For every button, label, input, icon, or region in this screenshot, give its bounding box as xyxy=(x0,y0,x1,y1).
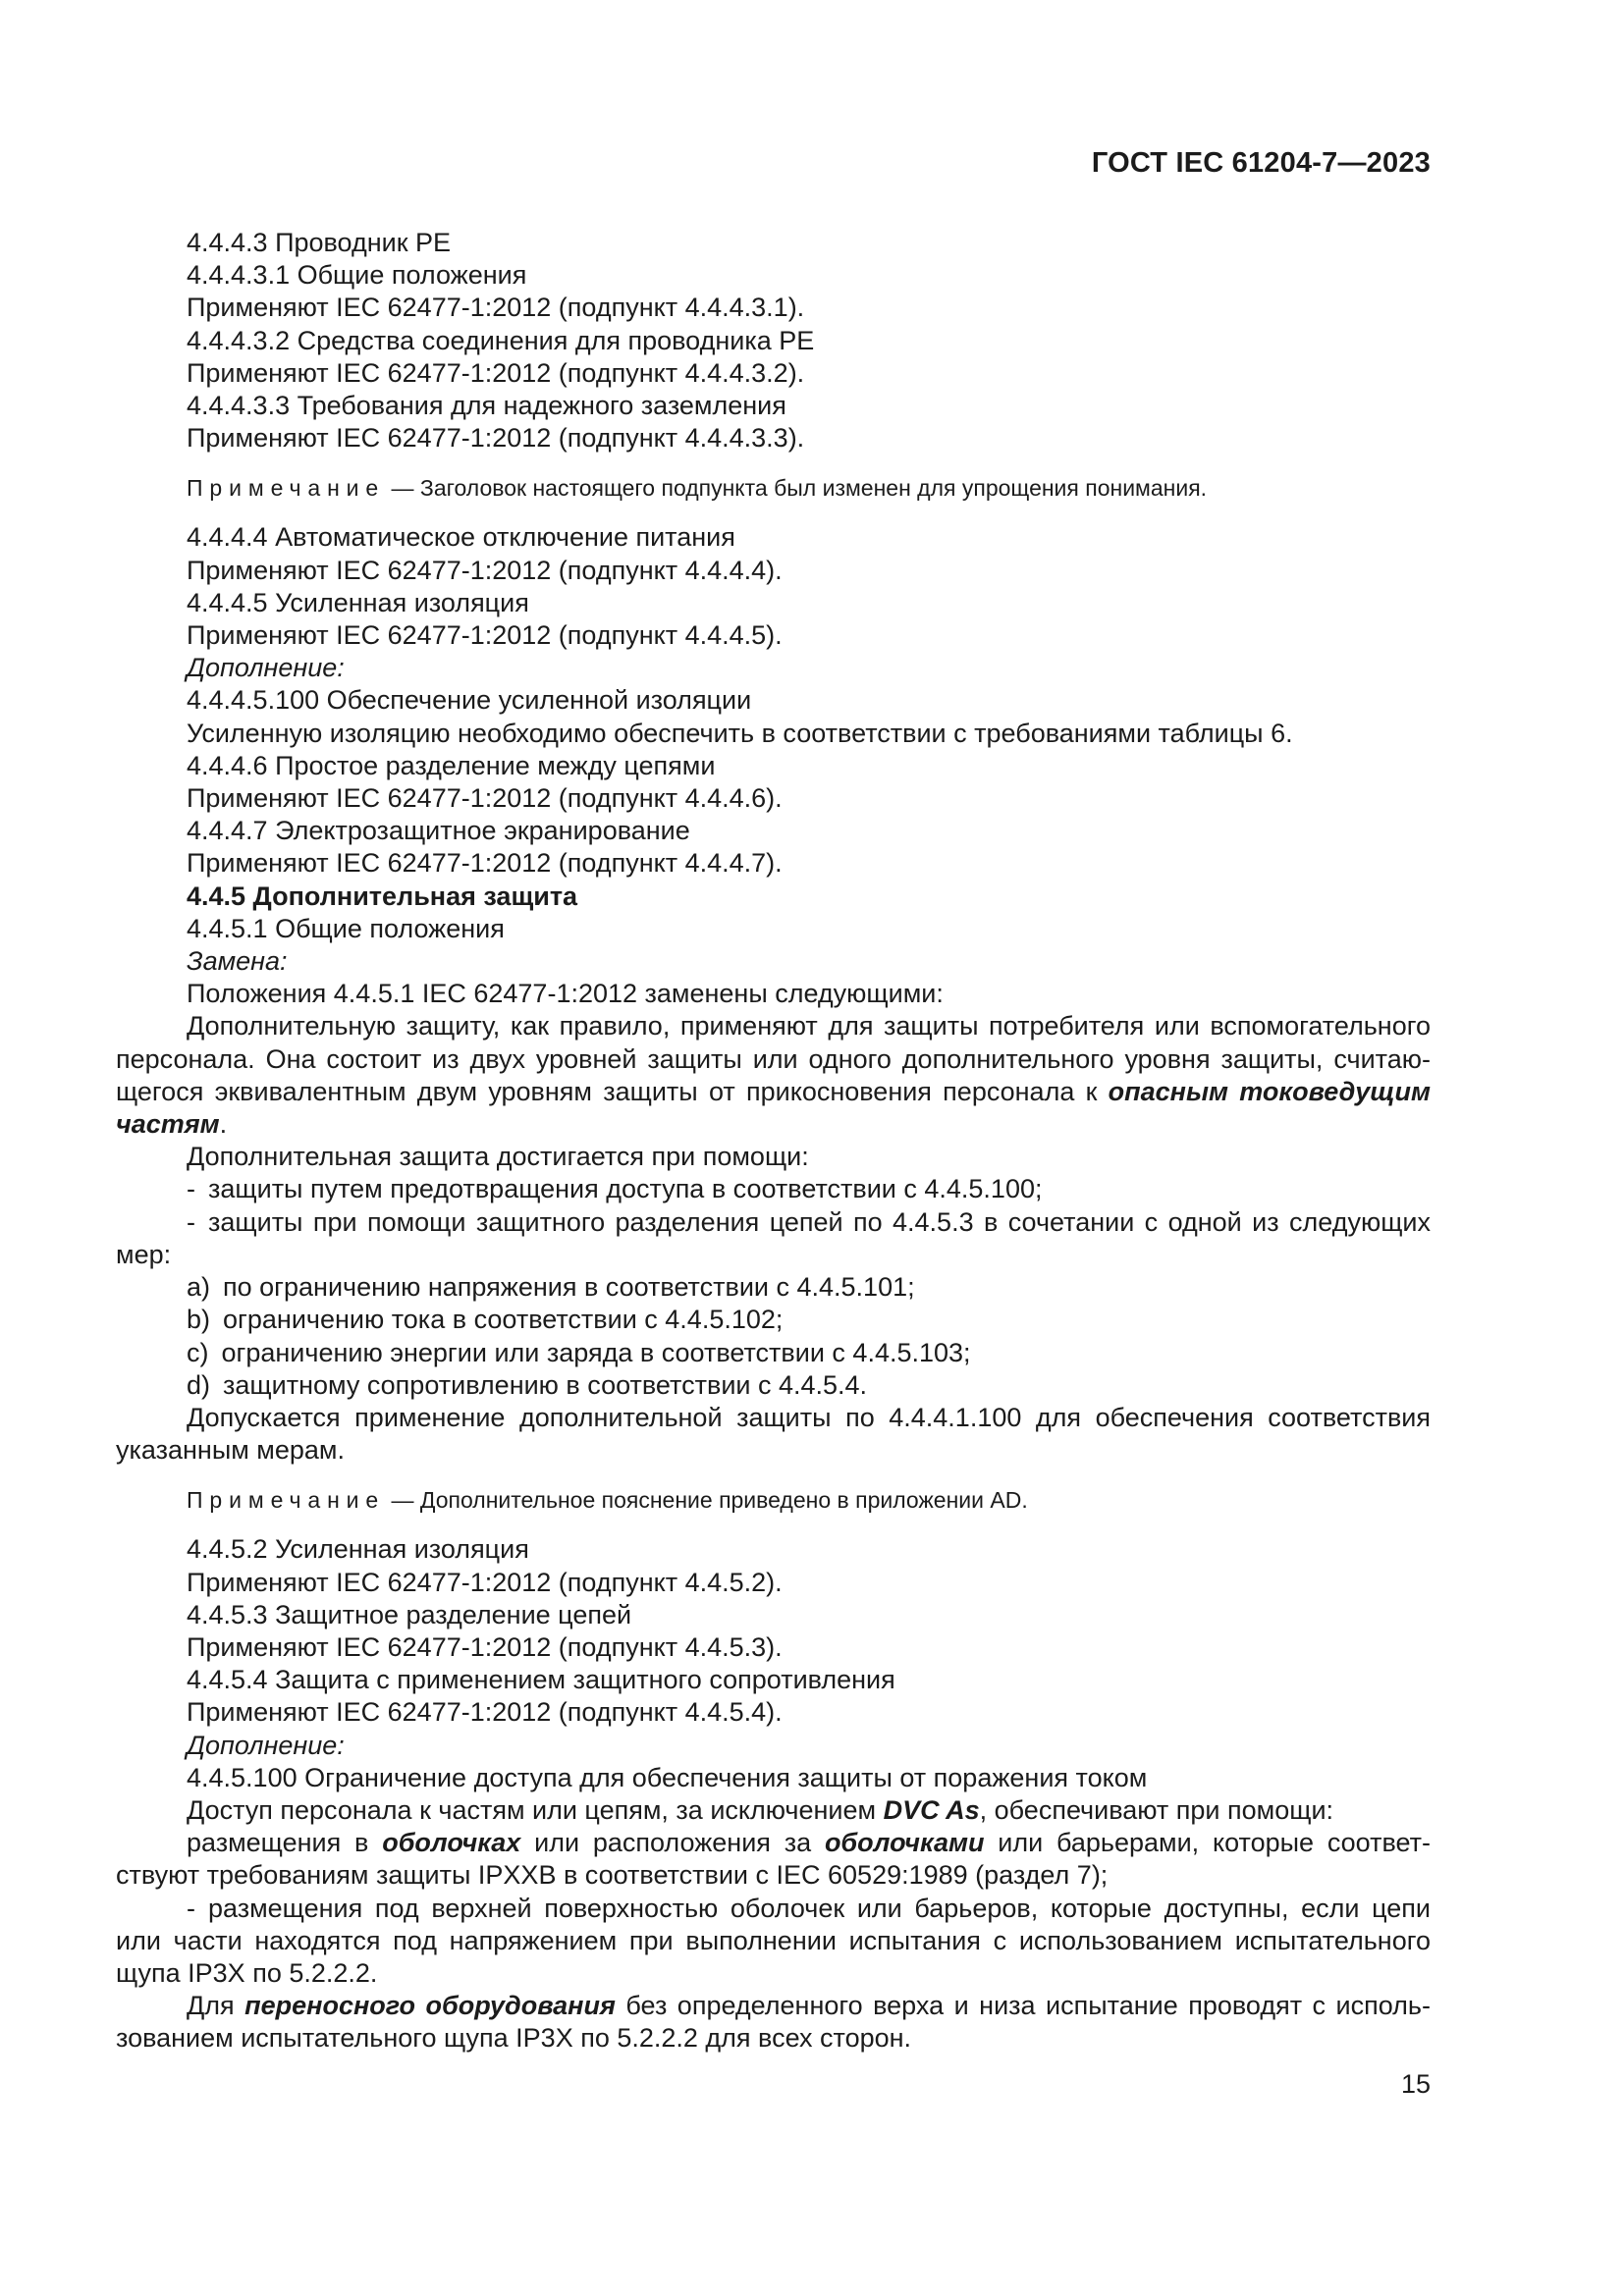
paragraph xyxy=(116,1141,1431,1173)
text-run: Положения 4.4.5.1 IEC 62477-1:2012 заменены следующими: xyxy=(187,979,944,1009)
text-run: 4.4.4.6 Простое разделение между цепями xyxy=(187,750,716,780)
paragraph xyxy=(116,390,1431,422)
paragraph xyxy=(116,325,1431,357)
note-paragraph xyxy=(116,1487,1431,1514)
text-run: Усиленную изоляцию необходимо обеспечить в соответствии с требованиями таблицы 6. xyxy=(187,718,1293,748)
paragraph xyxy=(116,1304,1431,1336)
paragraph xyxy=(116,1173,1431,1205)
paragraph xyxy=(116,1730,1431,1762)
paragraph xyxy=(116,684,1431,717)
paragraph xyxy=(116,1696,1431,1729)
paragraph xyxy=(116,881,1431,913)
text-run: оболочками xyxy=(824,1828,985,1858)
text-run: 4.4.5.3 Защитное разделение цепей xyxy=(187,1599,632,1629)
text-run: Дополнительную защиту, как правило, применяют для защиты потребителя или вспомогательного персонала. Она состоит из двух уровней защиты или одного дополнительного уровня защиты, считающегося эквивалентным двум уровням защиты от прикосновения персонала к xyxy=(116,1011,1431,1106)
text-run: d) xyxy=(187,1369,211,1400)
text-run: 4.4.4.5.100 Обеспечение усиленной изоляции xyxy=(187,685,752,716)
text-run: Доступ персонала к частям или цепям, за исключением xyxy=(187,1794,884,1825)
text-run: 4.4.5 Дополнительная защита xyxy=(187,881,578,911)
text-run: - xyxy=(187,1206,195,1237)
text-run: DVC As xyxy=(883,1794,980,1825)
text-run: оболочках xyxy=(382,1828,521,1858)
text-run: a) xyxy=(187,1272,211,1303)
paragraph xyxy=(116,1794,1431,1827)
text-run: без определенного верха и низа испытание проводят с использованием испытательного щупа IP3X по 5.2.2.2 для всех сторон. xyxy=(116,1991,1431,2054)
note-paragraph xyxy=(116,475,1431,502)
text-run: Дополнительная защита достигается при помощи: xyxy=(187,1142,809,1172)
paragraph xyxy=(116,1402,1431,1467)
text-run: опасным токоведущим частям xyxy=(116,1076,1431,1140)
paragraph xyxy=(116,1567,1431,1599)
paragraph xyxy=(116,913,1431,945)
paragraph xyxy=(116,815,1431,847)
text-run: 4.4.5.4 Защита с применением защитного сопротивления xyxy=(187,1665,895,1695)
paragraph xyxy=(116,587,1431,619)
text-run: Применяют IEC 62477-1:2012 (подпункт 4.4.5.4). xyxy=(187,1697,783,1728)
text-run: 4.4.4.3.3 Требования для надежного заземления xyxy=(187,391,786,421)
text-run: ограничению тока в соответствии с 4.4.5.102; xyxy=(223,1305,784,1335)
text-run: Применяют IEC 62477-1:2012 (подпункт 4.4.4.6). xyxy=(187,783,783,814)
paragraph xyxy=(116,1206,1431,1271)
text-run: 4.4.4.3.2 Средства соединения для проводника PE xyxy=(187,325,815,355)
paragraph xyxy=(116,1762,1431,1794)
text-run: Допускается применение дополнительной защиты по 4.4.4.1.100 для обеспечения соответствия указанным мерам. xyxy=(116,1402,1431,1466)
paragraph xyxy=(116,945,1431,978)
document-body xyxy=(116,227,1431,2056)
text-run: переносного оборудования xyxy=(244,1991,616,2021)
note-label: Примечание xyxy=(187,1487,386,1514)
text-run: - xyxy=(187,1893,195,1923)
paragraph xyxy=(116,555,1431,587)
text-run: Применяют IEC 62477-1:2012 (подпункт 4.4.5.2). xyxy=(187,1567,783,1597)
paragraph xyxy=(116,782,1431,815)
paragraph xyxy=(116,259,1431,292)
paragraph xyxy=(116,718,1431,750)
paragraph xyxy=(116,1533,1431,1566)
paragraph xyxy=(116,847,1431,880)
text-run: b) xyxy=(187,1305,211,1335)
paragraph xyxy=(116,1893,1431,1991)
text-run: — Дополнительное пояснение приведено в приложении AD. xyxy=(385,1487,1028,1514)
text-run: 4.4.5.2 Усиленная изоляция xyxy=(187,1534,529,1565)
text-run: защиты путем предотвращения доступа в соответствии с 4.4.5.100; xyxy=(208,1174,1043,1204)
text-run: Применяют IEC 62477-1:2012 (подпункт 4.4.4.3.2). xyxy=(187,357,805,388)
text-run: 4.4.5.100 Ограничение доступа для обеспечения защиты от поражения током xyxy=(187,1762,1148,1792)
text-run: - xyxy=(187,1174,195,1204)
paragraph xyxy=(116,978,1431,1010)
paragraph xyxy=(116,292,1431,324)
text-run: Для xyxy=(187,1991,245,2021)
page-number: 15 xyxy=(1400,2069,1431,2099)
text-run: Применяют IEC 62477-1:2012 (подпункт 4.4.4.5). xyxy=(187,620,783,651)
paragraph xyxy=(116,1337,1431,1369)
paragraph xyxy=(116,652,1431,684)
paragraph xyxy=(116,619,1431,652)
text-run: , обеспечивают при помощи: xyxy=(979,1794,1334,1825)
text-run: или расположения за xyxy=(520,1828,825,1858)
text-run: Применяют IEC 62477-1:2012 (подпункт 4.4.4.4). xyxy=(187,555,783,585)
paragraph xyxy=(116,227,1431,259)
text-run: Дополнение: xyxy=(187,653,345,683)
paragraph xyxy=(116,422,1431,454)
paragraph xyxy=(116,1990,1431,2055)
text-run: защитному сопротивлению в соответствии с 4.4.5.4. xyxy=(223,1369,868,1400)
text-run: Дополнение: xyxy=(187,1730,345,1760)
text-run: 4.4.4.5 Усиленная изоляция xyxy=(187,587,529,617)
text-run: Применяют IEC 62477-1:2012 (подпункт 4.4.4.3.1). xyxy=(187,293,805,323)
text-run: 4.4.4.3 Проводник PE xyxy=(187,228,452,257)
text-run: Применяют IEC 62477-1:2012 (подпункт 4.4.4.3.3). xyxy=(187,423,805,454)
text-run: или барьерами, которые соответствуют требованиям защиты IPXXB в соответствии с IEC 60529:1989 (раздел 7); xyxy=(116,1828,1431,1891)
text-run: — Заголовок настоящего подпункта был изменен для упрощения понимания. xyxy=(385,475,1208,502)
paragraph xyxy=(116,1599,1431,1631)
paragraph xyxy=(116,750,1431,782)
text-run: Применяют IEC 62477-1:2012 (подпункт 4.4.4.7). xyxy=(187,848,783,879)
text-run: 4.4.4.7 Электрозащитное экранирование xyxy=(187,816,690,846)
text-run: 4.4.4.3.1 Общие положения xyxy=(187,260,527,291)
paragraph xyxy=(116,1631,1431,1664)
text-run: 4.4.5.1 Общие положения xyxy=(187,913,505,943)
text-run: размещения в xyxy=(187,1828,383,1858)
text-run: Применяют IEC 62477-1:2012 (подпункт 4.4.5.3). xyxy=(187,1631,783,1662)
text-run: защиты при помощи защитного разделения цепей по 4.4.5.3 в сочетании с одной из следующих мер: xyxy=(116,1206,1431,1269)
paragraph xyxy=(116,1369,1431,1402)
text-run: по ограничению напряжения в соответствии с 4.4.5.101; xyxy=(223,1272,915,1303)
paragraph xyxy=(116,357,1431,390)
text-run: размещения под верхней поверхностью оболочек или барьеров, которые доступны, если цепи или части находятся под напряжением при выполнении испытания с использованием испытательного щупа IP3X по 5.2.2.2. xyxy=(116,1893,1431,1988)
paragraph xyxy=(116,1664,1431,1696)
note-label: Примечание xyxy=(187,475,386,502)
text-run: 4.4.4.4 Автоматическое отключение питания xyxy=(187,522,735,553)
paragraph xyxy=(116,1827,1431,1892)
paragraph xyxy=(116,521,1431,554)
standard-code-header: ГОСТ IEC 61204-7—2023 xyxy=(1091,147,1431,179)
text-run: Замена: xyxy=(187,946,288,977)
paragraph xyxy=(116,1010,1431,1141)
text-run: ограничению энергии или заряда в соответствии с 4.4.5.103; xyxy=(221,1337,971,1367)
text-run: . xyxy=(219,1109,228,1140)
paragraph xyxy=(116,1271,1431,1304)
text-run: c) xyxy=(187,1337,209,1367)
